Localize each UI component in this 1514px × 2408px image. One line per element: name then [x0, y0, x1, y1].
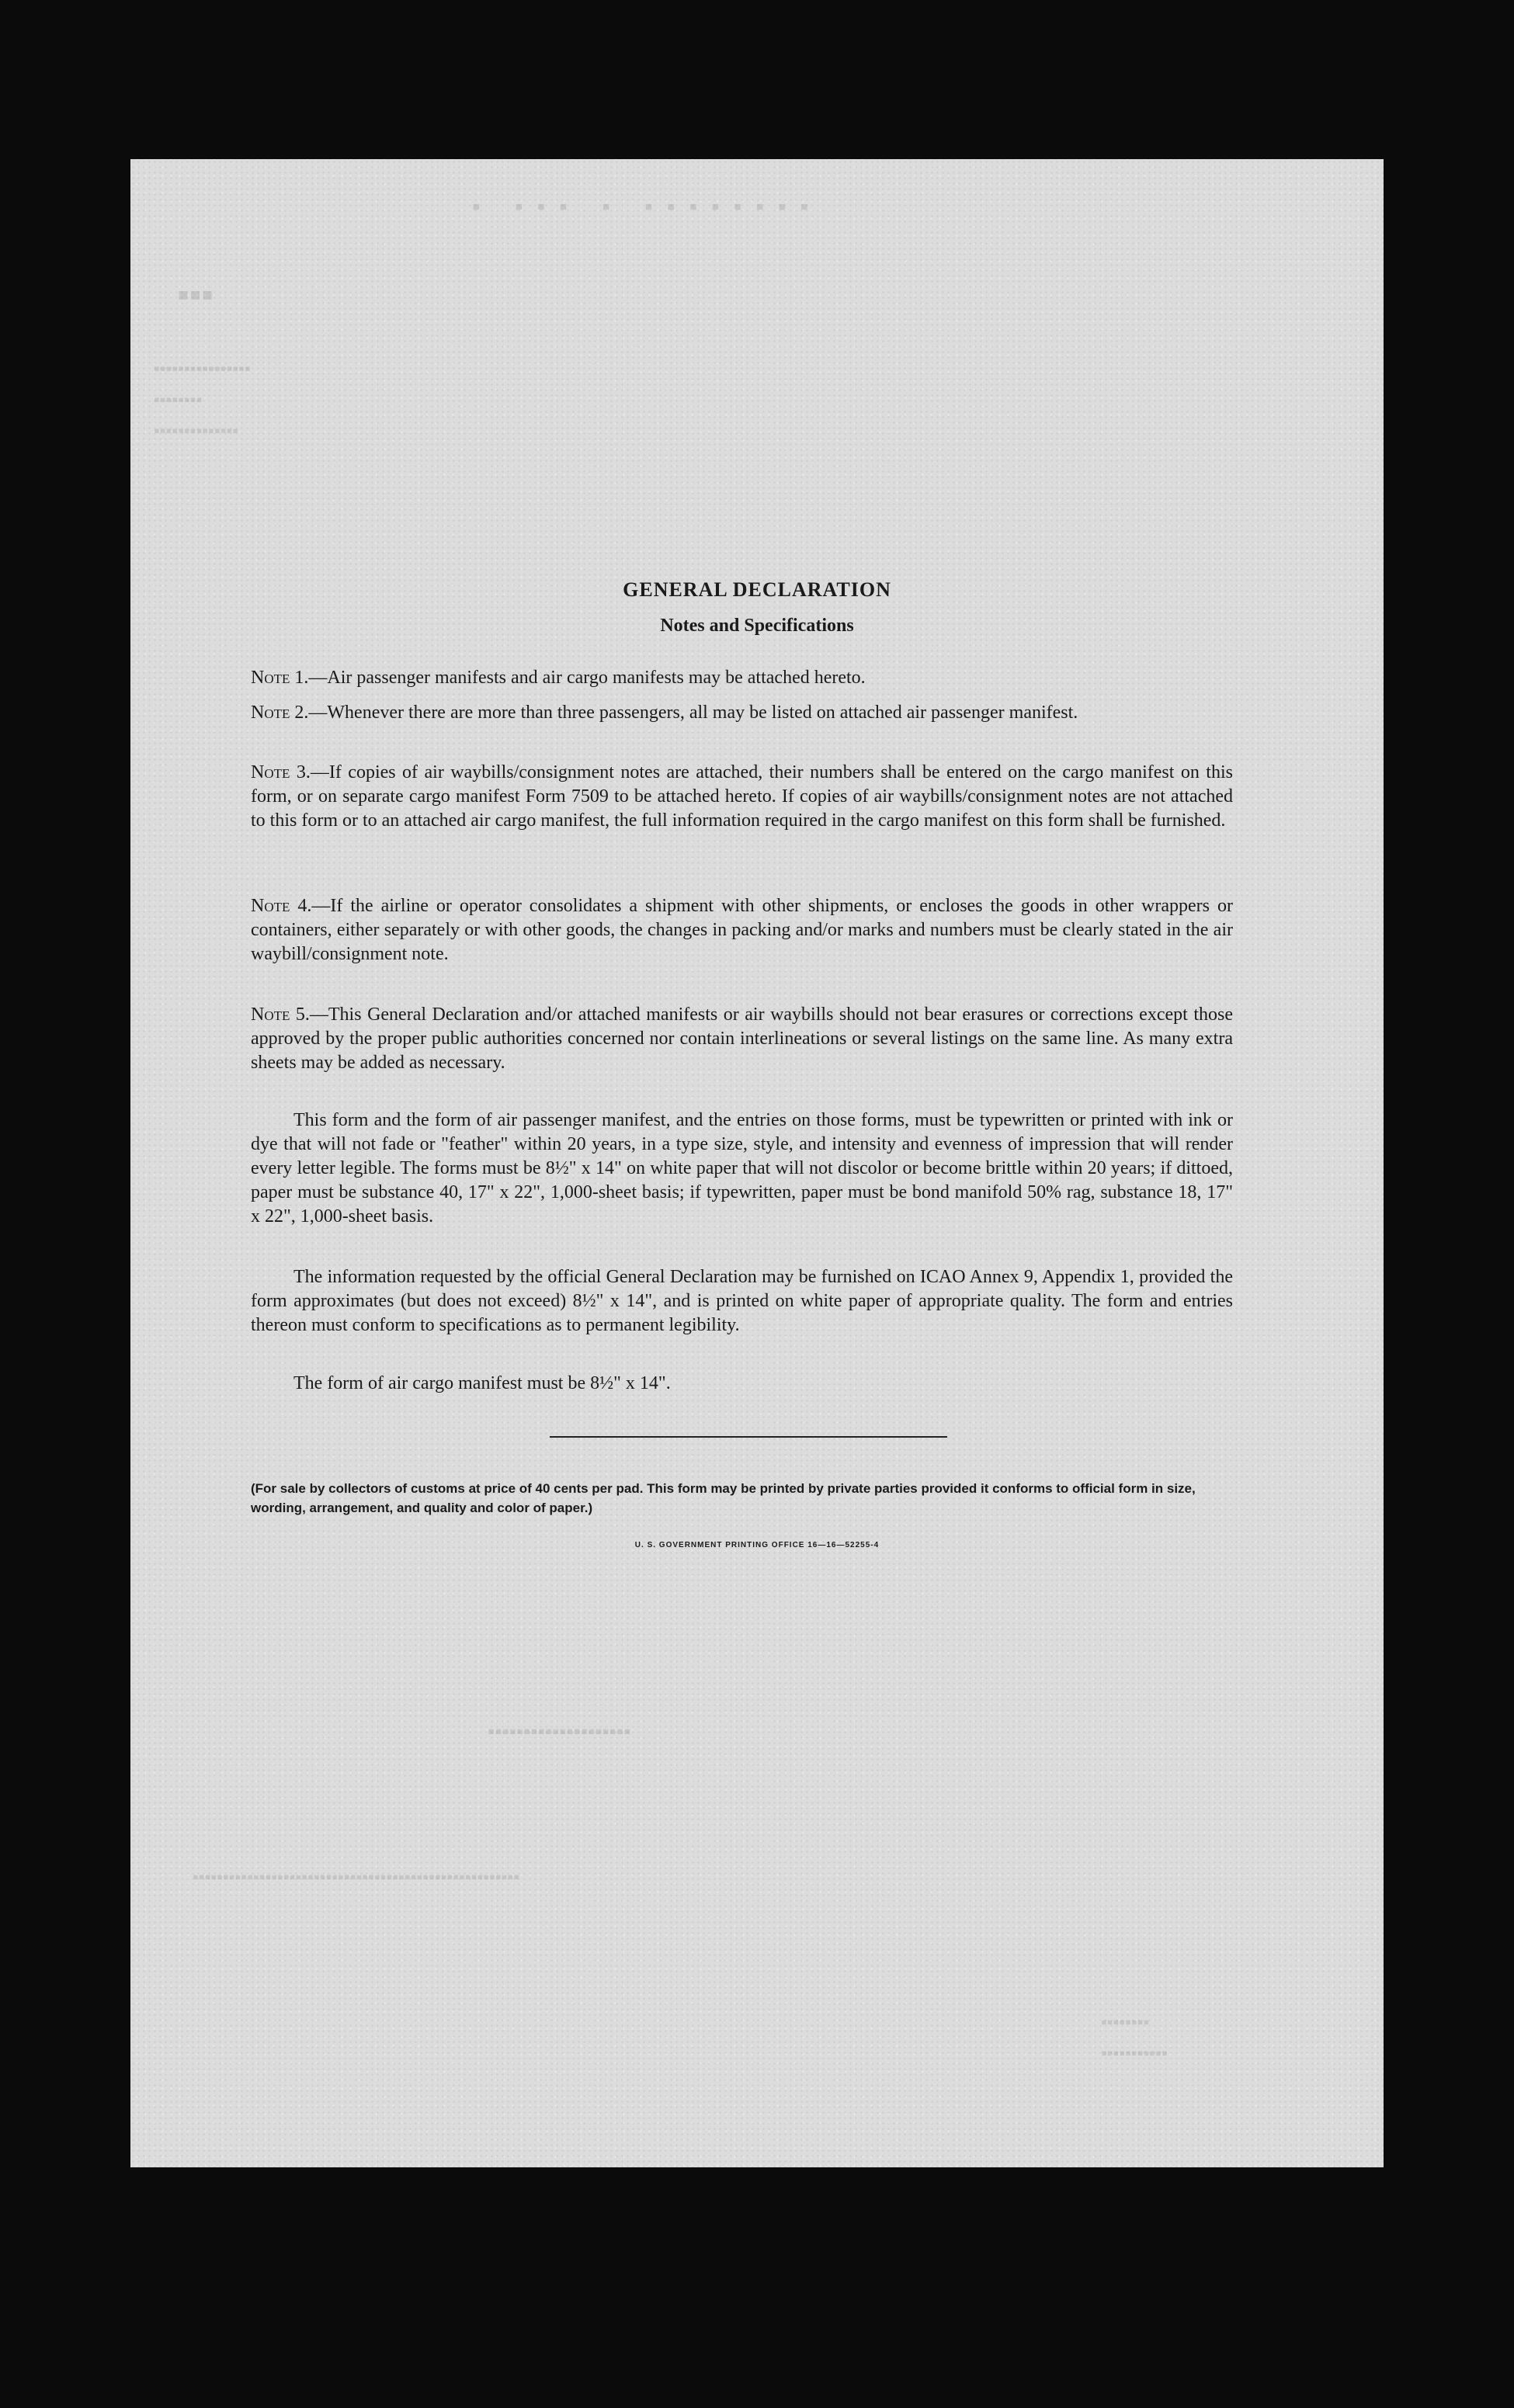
bleed-through-text: ▪ ▪▪▪ ▪ ▪▪▪▪▪▪▪▪ — [472, 194, 823, 220]
note-text: —If the airline or operator consolidates a shipment with other shipments, or encloses the goods in other wrappers or containers, either separately or with other goods, the changes in packing and/or marks and numbers must be clearly stated in the air waybill/consignment note. — [251, 896, 1233, 964]
note-text: —This General Declaration and/or attached manifests or air waybills should not bear erasures or corrections except those approved by the proper public authorities concerned nor contain interlineations or several listings on the same line. As many extra sheets may be added as necessary. — [251, 1004, 1233, 1073]
divider — [550, 1436, 947, 1438]
printing-office-line: U. S. GOVERNMENT PRINTING OFFICE 16—16—52255-4 — [634, 1541, 880, 1549]
page-subtitle: Notes and Specifications — [660, 616, 854, 636]
bleed-through-text: ▪▪▪ — [177, 276, 214, 314]
paragraph-cargo-size: The form of air cargo manifest must be 8½" x 14". — [293, 1373, 671, 1393]
note-text: —If copies of air waybills/consignment notes are attached, their numbers shall be entered on the cargo manifest on this form, or on separate cargo manifest Form 7509 to be attached hereto. If copies of air waybills/consignment notes are not attached to this form or to an attached air cargo manifest, the full information required in the cargo manifest on this form shall be furnished. — [251, 762, 1233, 831]
paragraph-form-specs: This form and the form of air passenger manifest, and the entries on those forms, must be typewritten or printed with ink or dye that will not fade or "feather" within 20 years, in a type size, style, and intensity and evenness of impression that will render every letter legible. The forms must be 8½" x 14" on white paper that will not discolor or become brittle within 20 years; if dittoed, paper must be substance 40, 17" x 22", 1,000-sheet basis; if typewritten, paper must be bond manifold 50% rag, substance 18, 17" x 22", 1,000-sheet basis. — [251, 1110, 1233, 1227]
note-label: Note 5. — [251, 1004, 310, 1025]
sale-note: (For sale by collectors of customs at price of 40 cents per pad. This form may be printed by private parties provided it conforms to official form in size, wording, arrangement, and quality and color of paper.) — [251, 1481, 1196, 1515]
note-label: Note 2. — [251, 703, 309, 723]
note-label: Note 1. — [251, 668, 309, 688]
note-label: Note 4. — [251, 896, 312, 916]
note-1 — [251, 666, 1233, 690]
bleed-through-text: ▪▪▪▪▪▪▪▪▪▪▪▪▪▪▪▪ ▪▪▪▪▪▪▪▪ ▪▪▪▪▪▪▪▪▪▪▪▪▪▪ — [154, 359, 251, 440]
note-4 — [251, 894, 1233, 966]
note-text: —Whenever there are more than three passengers, all may be listed on attached air passenger manifest. — [308, 703, 1078, 723]
note-text: —Air passenger manifests and air cargo manifests may be attached hereto. — [308, 668, 866, 688]
document-content — [130, 159, 1384, 2167]
note-label: Note 3. — [251, 762, 311, 782]
document-page — [130, 159, 1384, 2167]
bleed-through-text: ▪▪▪▪▪▪▪▪ ▪▪▪▪▪▪▪▪▪▪▪ — [1101, 2012, 1168, 2063]
bleed-through-text: ▪▪▪▪▪▪▪▪▪▪▪▪▪▪▪▪▪▪▪▪▪▪▪▪▪▪▪▪▪▪▪▪▪▪▪▪▪▪▪▪▪▪▪▪▪▪▪▪▪▪▪▪▪▪ — [193, 1867, 520, 1886]
page-title: GENERAL DECLARATION — [623, 578, 891, 601]
note-3 — [251, 761, 1233, 833]
note-2 — [251, 701, 1233, 725]
note-5 — [251, 1003, 1233, 1075]
paragraph-icao: The information requested by the official General Declaration may be furnished on ICAO Annex 9, Appendix 1, provided the form approximates (but does not exceed) 8½" x 14", and is printed on white paper of appropriate quality. The form and entries thereon must conform to specifications as to permanent legibility. — [251, 1267, 1233, 1335]
bleed-through-text: ▪▪▪▪▪▪▪▪▪▪▪▪▪▪▪▪▪▪▪▪ — [488, 1719, 631, 1743]
